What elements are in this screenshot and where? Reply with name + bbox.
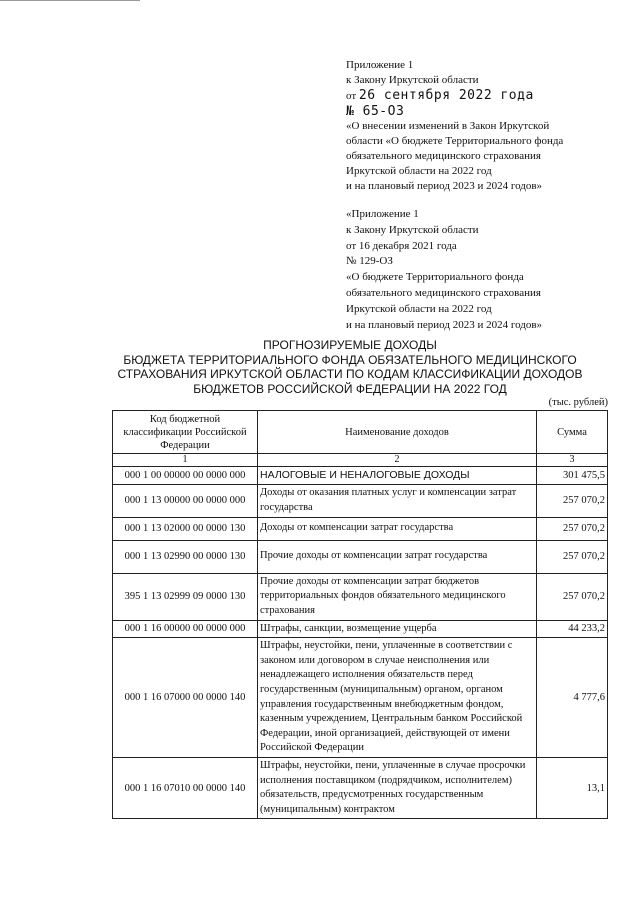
row-sum: 257 070,2: [537, 484, 608, 517]
original-appendix-line: № 129-ОЗ: [346, 255, 393, 268]
row-code: 000 1 16 00000 00 0000 000: [113, 620, 258, 638]
appendix-desc-line: «О внесении изменений в Закон Иркутской: [346, 120, 550, 132]
row-name: НАЛОГОВЫЕ И НЕНАЛОГОВЫЕ ДОХОДЫ: [258, 467, 537, 485]
row-name: Штрафы, неустойки, пени, уплаченные в случае просрочки исполнения поставщиком (подрядчиком, исполнителем) обязательств, предусмотренных государственным (муниципальным) контрактом: [258, 757, 537, 818]
table-row: [113, 484, 608, 517]
appendix-desc-line: области «О бюджете Территориального фонда: [346, 135, 564, 147]
appendix-line: Приложение 1: [346, 59, 414, 71]
row-code: 000 1 16 07000 00 0000 140: [113, 638, 258, 758]
row-code: 000 1 13 00000 00 0000 000: [113, 484, 258, 517]
appendix-header: [346, 58, 596, 194]
title-line: СТРАХОВАНИЯ ИРКУТСКОЙ ОБЛАСТИ ПО КОДАМ КЛАССИФИКАЦИИ ДОХОДОВ: [117, 367, 583, 381]
number-stamp: № 65-ОЗ: [346, 104, 405, 119]
row-name: Прочие доходы от компенсации затрат бюджетов территориальных фондов обязательного медицинского страхования: [258, 573, 537, 620]
row-sum: 13,1: [537, 757, 608, 818]
column-number: 3: [537, 454, 608, 467]
original-appendix-header: [346, 207, 596, 333]
row-name: Доходы от оказания платных услуг и компенсации затрат государства: [258, 484, 537, 517]
original-appendix-line: к Закону Иркутской области: [346, 223, 479, 236]
header-sum: Сумма: [537, 411, 608, 454]
row-code: 000 1 00 00000 00 0000 000: [113, 467, 258, 485]
title-line: БЮДЖЕТА ТЕРРИТОРИАЛЬНОГО ФОНДА ОБЯЗАТЕЛЬНОГО МЕДИЦИНСКОГО: [123, 352, 577, 367]
table-row: [113, 757, 608, 818]
original-appendix-line: «Приложение 1: [346, 208, 419, 220]
row-name: Доходы от компенсации затрат государства: [258, 517, 537, 540]
row-code: 000 1 13 02000 00 0000 130: [113, 517, 258, 540]
table-row: [113, 467, 608, 485]
row-sum: 257 070,2: [537, 540, 608, 573]
original-appendix-line: от 16 декабря 2021 года: [346, 239, 457, 252]
document-title: [100, 338, 600, 396]
title-line: ПРОГНОЗИРУЕМЫЕ ДОХОДЫ: [263, 338, 437, 352]
row-code: 000 1 16 07010 00 0000 140: [113, 757, 258, 818]
column-number: 2: [258, 454, 537, 467]
income-table: [112, 410, 608, 819]
original-appendix-line: обязательного медицинского страхования: [346, 286, 541, 299]
date-prefix: от: [346, 90, 357, 102]
units-label: (тыс. рублей): [548, 397, 608, 408]
table-row: [113, 540, 608, 573]
original-appendix-line: и на плановый период 2023 и 2024 годов»: [346, 318, 543, 331]
header-name: Наименование доходов: [258, 411, 537, 454]
row-name: Штрафы, неустойки, пени, уплаченные в соответствии с законом или договором в случае неисполнения или ненадлежащего исполнения обязательств перед государственным (муниципальным) органом, органом управления государственным внебюджетным фондом, казенным учреждением, Центральным банком Российской Федерации, иной организацией, действующей от имени Российской Федерации: [258, 638, 537, 758]
row-code: 000 1 13 02990 00 0000 130: [113, 540, 258, 573]
row-sum: 257 070,2: [537, 573, 608, 620]
original-appendix-line: Иркутской области на 2022 год: [346, 302, 492, 315]
appendix-desc-line: и на плановый период 2023 и 2024 годов»: [346, 180, 543, 192]
row-sum: 44 233,2: [537, 620, 608, 638]
title-line: БЮДЖЕТОВ РОССИЙСКОЙ ФЕДЕРАЦИИ НА 2022 ГОД: [193, 381, 507, 396]
row-sum: 257 070,2: [537, 517, 608, 540]
original-appendix-line: «О бюджете Территориального фонда: [346, 271, 524, 284]
row-name: Штрафы, санкции, возмещение ущерба: [258, 620, 537, 638]
row-sum: 301 475,5: [537, 467, 608, 485]
appendix-date: [346, 88, 596, 104]
appendix-line: к Закону Иркутской области: [346, 74, 479, 86]
table-row: [113, 517, 608, 540]
column-number: 1: [113, 454, 258, 467]
row-name: Прочие доходы от компенсации затрат государства: [258, 540, 537, 573]
date-stamp: 26 сентября 2022 года: [358, 88, 534, 103]
table-row: [113, 573, 608, 620]
table-header-row: [113, 411, 608, 454]
column-number-row: [113, 454, 608, 467]
top-rule: [0, 0, 140, 1]
row-sum: 4 777,6: [537, 638, 608, 758]
table-row: [113, 620, 608, 638]
row-code: 395 1 13 02999 09 0000 130: [113, 573, 258, 620]
appendix-desc-line: Иркутской области на 2022 год: [346, 165, 492, 177]
table-row: [113, 638, 608, 758]
appendix-desc-line: обязательного медицинского страхования: [346, 150, 541, 162]
header-code: Код бюджетной классификации Российской Федерации: [113, 411, 258, 454]
